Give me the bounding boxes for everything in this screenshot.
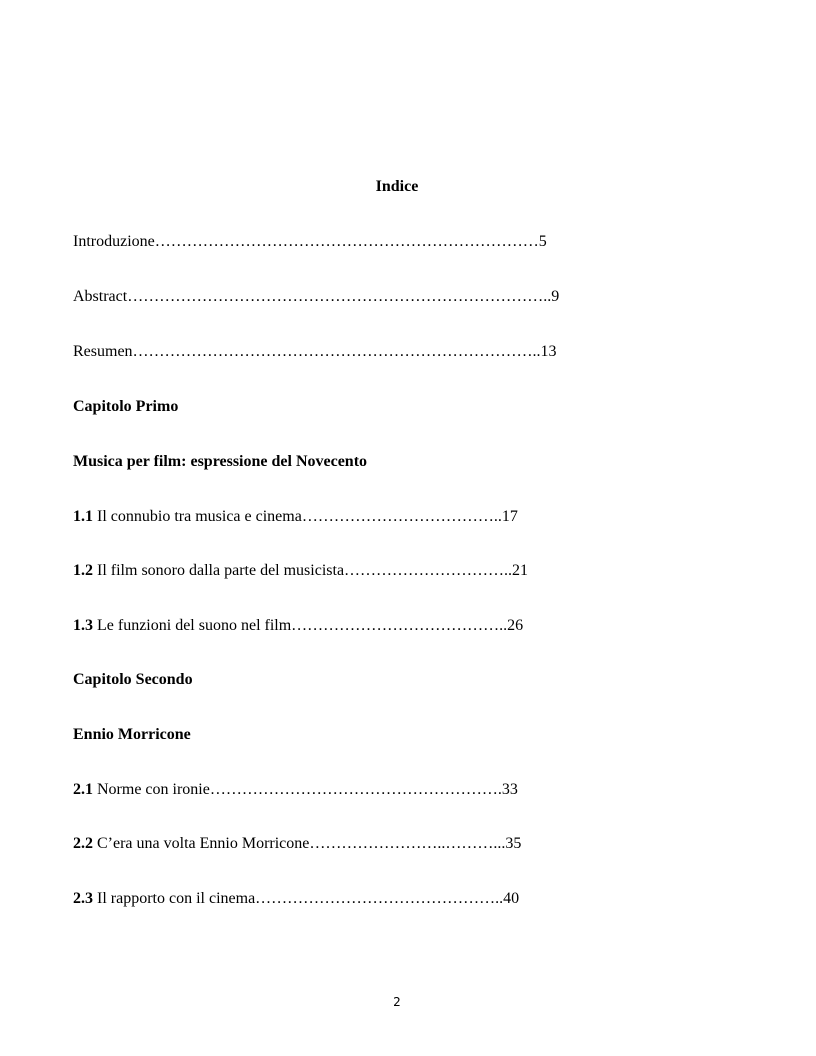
toc-entry bbox=[73, 560, 528, 582]
toc-entry bbox=[73, 888, 519, 910]
section-number: 1.3 bbox=[73, 617, 93, 634]
page-number: 2 bbox=[393, 995, 401, 1009]
section-title: Il connubio tra musica e cinema………………………………..17 bbox=[93, 508, 518, 525]
toc-entry bbox=[73, 615, 523, 637]
section-title: Norme con ironie……………………………………………….33 bbox=[93, 781, 518, 798]
section-number: 2.1 bbox=[73, 781, 93, 798]
toc-entry bbox=[73, 506, 518, 528]
chapter-title: Ennio Morricone bbox=[73, 726, 191, 743]
chapter-heading: Capitolo Secondo bbox=[73, 671, 193, 688]
section-title: C’era una volta Ennio Morricone……………………..………...35 bbox=[93, 835, 522, 852]
toc-entry bbox=[73, 779, 518, 801]
toc-entry bbox=[73, 833, 521, 855]
page-title: Indice bbox=[375, 178, 419, 195]
section-title: Il film sonoro dalla parte del musicista…………………………..21 bbox=[93, 562, 529, 579]
section-number: 1.2 bbox=[73, 562, 93, 579]
section-title: Le funzioni del suono nel film…………………………………..26 bbox=[93, 617, 524, 634]
toc-entry-resumen: Resumen…………………………………………………………………..13 bbox=[73, 343, 557, 360]
chapter-title: Musica per film: espressione del Novecento bbox=[73, 453, 368, 470]
section-title: Il rapporto con il cinema………………………………………..40 bbox=[93, 890, 520, 907]
section-number: 2.2 bbox=[73, 835, 93, 852]
toc-entry-introduzione: Introduzione………………………………………………………………5 bbox=[73, 233, 547, 250]
section-number: 2.3 bbox=[73, 890, 93, 907]
section-number: 1.1 bbox=[73, 508, 93, 525]
chapter-heading: Capitolo Primo bbox=[73, 398, 179, 415]
toc-entry-abstract: Abstract……………………………………………………………………..9 bbox=[73, 288, 560, 305]
